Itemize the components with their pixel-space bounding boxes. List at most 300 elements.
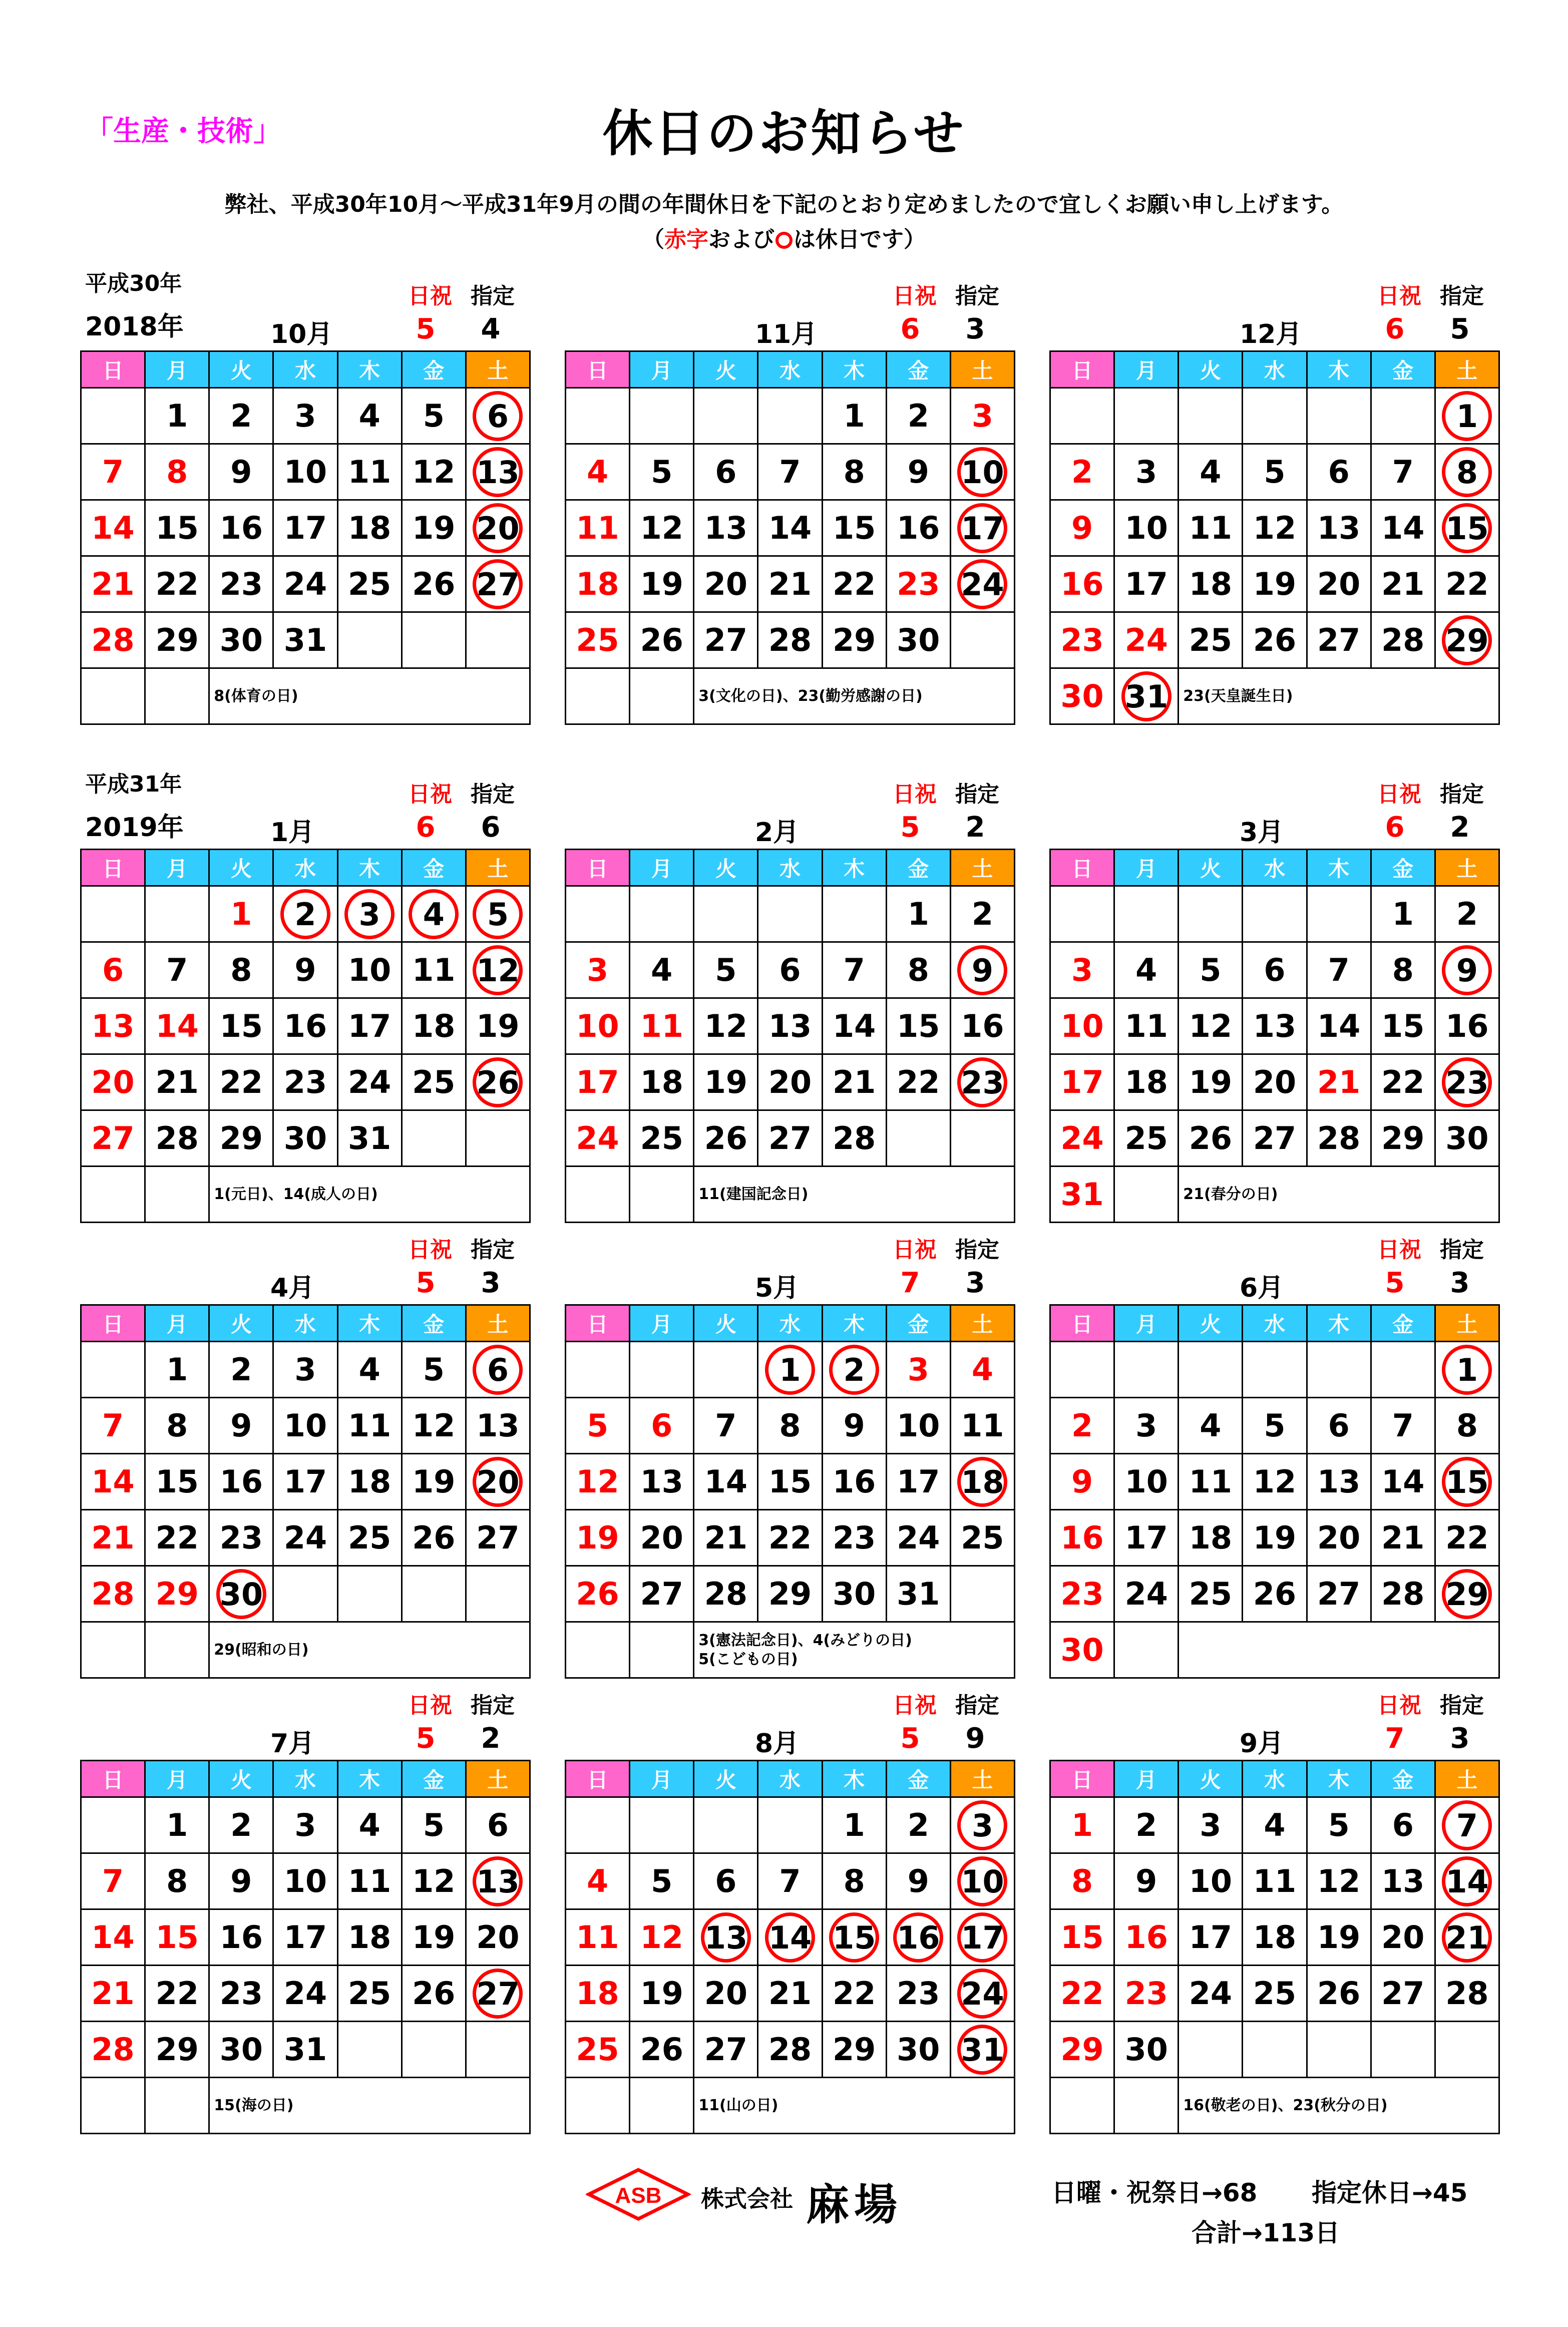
day-cell: 25 [566,612,630,668]
day-cell: 4 [1179,1398,1243,1454]
empty-cell [402,612,466,668]
weekday-header: 日 [81,1761,145,1797]
day-cell: 2 [950,886,1014,942]
day-cell: 12 [630,500,694,556]
day-cell: 30 [886,2022,950,2078]
day-cell: 19 [1307,1909,1371,1966]
day-cell: 22 [1050,1966,1114,2022]
footer-row [81,2078,530,2134]
day-cell: 8 [145,1853,209,1909]
month-header [565,263,1015,350]
footer-row [1050,668,1499,724]
day-cell: 1 [1435,1342,1499,1398]
weekday-header: 金 [402,1305,466,1342]
empty-cell [145,1622,209,1678]
day-cell: 24 [273,1510,337,1566]
weekday-header: 土 [950,850,1014,886]
weekday-header: 火 [694,1761,758,1797]
day-cell: 5 [1307,1797,1371,1853]
holiday-note: 29(昭和の日) [209,1622,530,1678]
col-designated-label: 指定 [471,1237,515,1263]
week-row [81,612,530,668]
day-cell: 11 [337,1398,402,1454]
designated-count: 3 [965,313,985,345]
weekday-header: 木 [822,1761,886,1797]
day-cell: 23 [886,1966,950,2022]
weekday-header: 火 [1179,1761,1243,1797]
day-cell: 8 [1371,942,1435,998]
col-holiday-label: 日祝 [408,283,452,309]
empty-cell [566,2078,630,2134]
day-cell: 9 [822,1398,886,1454]
day-cell: 3 [886,1342,950,1398]
circle-mark-icon [775,232,793,249]
day-cell: 7 [81,1398,145,1454]
day-cell: 13 [1371,1853,1435,1909]
designated-count: 3 [481,1267,501,1299]
day-cell: 6 [81,942,145,998]
empty-cell [630,1797,694,1853]
empty-cell [402,1566,466,1622]
day-cell: 24 [950,556,1014,612]
day-cell: 19 [1179,1054,1243,1110]
month-header [80,1217,531,1304]
week-row [1050,1054,1499,1110]
holiday-count: 5 [416,313,436,345]
day-cell: 13 [758,998,822,1054]
day-cell: 27 [694,2022,758,2078]
day-cell: 21 [81,1510,145,1566]
week-row [566,1797,1015,1853]
week-row [81,444,530,500]
day-cell: 26 [566,1566,630,1622]
day-cell: 2 [886,1797,950,1853]
day-cell: 26 [402,1966,466,2022]
col-designated-label: 指定 [1440,1693,1484,1718]
day-cell: 28 [822,1110,886,1167]
day-cell: 15 [1435,500,1499,556]
day-cell: 29 [822,2022,886,2078]
day-cell: 12 [466,942,530,998]
day-cell: 19 [630,556,694,612]
note-suffix: は休日です） [794,227,926,252]
weekday-header: 水 [758,1761,822,1797]
day-cell: 24 [886,1510,950,1566]
empty-cell [694,1797,758,1853]
month-header [565,1672,1015,1760]
empty-cell [1179,2022,1243,2078]
weekday-header: 木 [822,351,886,388]
day-cell: 18 [402,998,466,1054]
day-cell: 12 [630,1909,694,1966]
weekday-header: 月 [630,351,694,388]
week-row [81,1454,530,1510]
day-cell: 30 [1050,668,1114,724]
weekday-header: 水 [273,1761,337,1797]
day-cell: 17 [337,998,402,1054]
day-cell: 21 [822,1054,886,1110]
day-cell: 30 [273,1110,337,1167]
day-cell: 14 [694,1454,758,1510]
day-cell: 6 [1243,942,1307,998]
weekday-header: 水 [758,351,822,388]
weekday-header: 月 [145,1305,209,1342]
weekday-header: 水 [273,351,337,388]
month-header [80,263,531,350]
empty-cell [273,1566,337,1622]
day-cell: 2 [209,1342,273,1398]
day-cell: 29 [1050,2022,1114,2078]
day-cell: 1 [1435,388,1499,444]
day-cell: 5 [1243,444,1307,500]
day-cell: 12 [402,1853,466,1909]
day-cell: 29 [1435,612,1499,668]
week-row [81,998,530,1054]
day-cell: 5 [1243,1398,1307,1454]
empty-cell [950,1110,1014,1167]
day-cell: 29 [822,612,886,668]
day-cell: 14 [1307,998,1371,1054]
empty-cell [1114,1622,1179,1678]
weekday-header: 水 [758,850,822,886]
holiday-count: 6 [1385,313,1405,345]
day-cell: 15 [822,500,886,556]
holiday-note: 8(体育の日) [209,668,530,724]
day-cell: 26 [402,1510,466,1566]
day-cell: 10 [337,942,402,998]
day-cell: 2 [1050,1398,1114,1454]
day-cell: 18 [566,1966,630,2022]
day-cell: 17 [273,1454,337,1510]
holiday-count: 5 [1385,1267,1405,1299]
holiday-note: 11(山の日) [694,2078,1015,2134]
weekday-header: 水 [1243,1305,1307,1342]
day-cell: 17 [1114,556,1179,612]
day-cell: 4 [630,942,694,998]
week-row [81,388,530,444]
day-cell: 17 [1114,1510,1179,1566]
day-cell: 12 [1179,998,1243,1054]
day-cell: 26 [402,556,466,612]
weekday-header: 金 [1371,1761,1435,1797]
day-cell: 24 [273,556,337,612]
day-cell: 24 [337,1054,402,1110]
day-cell: 26 [1243,1566,1307,1622]
weekday-header: 土 [1435,351,1499,388]
empty-cell [1371,2022,1435,2078]
day-cell: 28 [1371,612,1435,668]
empty-cell [466,1566,530,1622]
day-cell: 5 [1179,942,1243,998]
week-row [566,612,1015,668]
day-cell: 4 [566,444,630,500]
col-holiday-label: 日祝 [1377,782,1421,807]
day-cell: 8 [822,1853,886,1909]
empty-cell [145,668,209,724]
day-cell: 1 [758,1342,822,1398]
weekday-header: 土 [950,1761,1014,1797]
col-holiday-label: 日祝 [1377,1237,1421,1263]
empty-cell [1179,388,1243,444]
day-cell: 14 [758,1909,822,1966]
week-row [1050,886,1499,942]
day-cell: 22 [1371,1054,1435,1110]
day-cell: 16 [886,500,950,556]
empty-cell [337,612,402,668]
day-cell: 9 [209,444,273,500]
day-cell: 10 [950,1853,1014,1909]
day-cell: 25 [950,1510,1014,1566]
day-cell: 29 [145,612,209,668]
day-cell: 9 [1114,1853,1179,1909]
empty-cell [81,1797,145,1853]
month-name: 11月 [755,319,818,349]
weekday-header: 火 [1179,351,1243,388]
day-cell: 9 [209,1398,273,1454]
designated-count: 3 [1450,1267,1470,1299]
day-cell: 23 [1050,612,1114,668]
holiday-count: 6 [900,313,920,345]
day-cell: 14 [81,1454,145,1510]
day-cell: 14 [145,998,209,1054]
week-row [1050,1110,1499,1167]
day-cell: 7 [1435,1797,1499,1853]
day-cell: 8 [145,1398,209,1454]
day-cell: 16 [822,1454,886,1510]
empty-cell [950,612,1014,668]
day-cell: 17 [273,500,337,556]
weekday-header: 木 [337,351,402,388]
day-cell: 1 [1371,886,1435,942]
empty-cell [1371,388,1435,444]
month-header [1049,761,1500,849]
day-cell: 18 [337,500,402,556]
day-cell: 20 [1243,1054,1307,1110]
day-cell: 1 [822,388,886,444]
weekday-header: 木 [337,1305,402,1342]
month-name: 4月 [270,1273,315,1303]
day-cell: 19 [630,1966,694,2022]
col-designated-label: 指定 [471,283,515,309]
day-cell: 22 [145,1510,209,1566]
day-cell: 6 [466,388,530,444]
day-cell: 2 [209,1797,273,1853]
month-grid [1049,1304,1500,1679]
day-cell: 11 [566,1909,630,1966]
company-logo [586,2167,946,2230]
day-cell: 15 [145,1909,209,1966]
weekday-header: 日 [1050,850,1114,886]
holiday-note: 3(文化の日)、23(勤労感謝の日) [694,668,1015,724]
day-cell: 29 [1435,1566,1499,1622]
day-cell: 26 [694,1110,758,1167]
month-grid [80,1304,531,1679]
day-cell: 22 [822,1966,886,2022]
day-cell: 27 [466,556,530,612]
day-cell: 18 [566,556,630,612]
weekday-header: 水 [273,850,337,886]
day-cell: 21 [1371,556,1435,612]
day-cell: 3 [566,942,630,998]
day-cell: 22 [822,556,886,612]
day-cell: 27 [758,1110,822,1167]
col-designated-label: 指定 [955,782,999,807]
week-row [1050,1909,1499,1966]
day-cell: 21 [145,1054,209,1110]
weekday-header: 火 [694,850,758,886]
day-cell: 11 [1179,500,1243,556]
holiday-note: 23(天皇誕生日) [1179,668,1499,724]
day-cell: 1 [886,886,950,942]
day-cell: 28 [758,2022,822,2078]
col-designated-label: 指定 [955,283,999,309]
day-cell: 2 [209,388,273,444]
holiday-note: 3(憲法記念日)、4(みどりの日) 5(こどもの日) [694,1622,1015,1678]
day-cell: 22 [1435,556,1499,612]
day-cell: 5 [694,942,758,998]
day-cell: 23 [209,1966,273,2022]
day-cell: 23 [209,556,273,612]
empty-cell [1050,886,1114,942]
day-cell: 3 [337,886,402,942]
week-row [1050,388,1499,444]
day-cell: 12 [566,1454,630,1510]
day-cell: 16 [209,500,273,556]
day-cell: 10 [886,1398,950,1454]
day-cell: 10 [273,444,337,500]
day-cell: 19 [694,1054,758,1110]
weekday-header: 金 [402,1761,466,1797]
month-grid [1049,350,1500,725]
day-cell: 19 [1243,556,1307,612]
weekday-header: 金 [886,850,950,886]
holiday-count: 5 [416,1267,436,1299]
week-row [81,556,530,612]
day-cell: 16 [1114,1909,1179,1966]
day-cell: 13 [466,1853,530,1909]
day-cell: 25 [1243,1966,1307,2022]
month-grid [1049,1760,1500,2134]
empty-cell [822,886,886,942]
weekday-header: 土 [466,850,530,886]
day-cell: 20 [1307,1510,1371,1566]
day-cell: 26 [1179,1110,1243,1167]
day-cell: 18 [1179,1510,1243,1566]
day-cell: 18 [337,1454,402,1510]
day-cell: 7 [758,1853,822,1909]
empty-cell [630,668,694,724]
day-cell: 28 [1307,1110,1371,1167]
day-cell: 31 [886,1566,950,1622]
day-cell: 12 [1243,500,1307,556]
weekday-header: 火 [1179,1305,1243,1342]
week-row [1050,500,1499,556]
empty-cell [1307,388,1371,444]
empty-cell [1050,388,1114,444]
empty-cell [145,1167,209,1223]
day-cell: 14 [81,1909,145,1966]
day-cell: 16 [1050,1510,1114,1566]
day-cell: 11 [950,1398,1014,1454]
day-cell: 28 [145,1110,209,1167]
day-cell: 17 [273,1909,337,1966]
day-cell: 25 [566,2022,630,2078]
footer-row [566,668,1015,724]
day-cell: 3 [1179,1797,1243,1853]
day-cell: 9 [886,444,950,500]
day-cell: 27 [694,612,758,668]
week-row [81,1054,530,1110]
col-designated-label: 指定 [471,1693,515,1718]
day-cell: 13 [466,1398,530,1454]
day-cell: 11 [337,1853,402,1909]
day-cell: 26 [630,2022,694,2078]
weekday-header: 金 [402,351,466,388]
day-cell: 26 [630,612,694,668]
month-grid [1049,849,1500,1223]
day-cell: 14 [1371,500,1435,556]
day-cell: 4 [337,388,402,444]
day-cell: 15 [1371,998,1435,1054]
day-cell: 21 [81,1966,145,2022]
holiday-count: 7 [900,1267,920,1299]
day-cell: 19 [402,500,466,556]
day-cell: 7 [145,942,209,998]
designated-count: 2 [481,1722,501,1755]
holiday-count: 6 [1385,811,1405,844]
day-cell: 23 [209,1510,273,1566]
weekday-header: 金 [402,850,466,886]
month-name: 6月 [1240,1273,1284,1303]
day-cell: 25 [337,1510,402,1566]
day-cell: 1 [145,388,209,444]
day-cell: 29 [758,1566,822,1622]
day-cell: 5 [402,1797,466,1853]
col-holiday-label: 日祝 [893,283,937,309]
day-cell: 16 [1435,998,1499,1054]
designated-count: 2 [1450,811,1470,844]
day-cell: 18 [337,1909,402,1966]
weekday-header: 月 [145,1761,209,1797]
empty-cell [466,2022,530,2078]
day-cell: 4 [337,1797,402,1853]
week-row [81,1966,530,2022]
weekday-header: 月 [145,351,209,388]
day-cell: 21 [758,1966,822,2022]
week-row [81,1110,530,1167]
col-designated-label: 指定 [471,782,515,807]
day-cell: 28 [758,612,822,668]
day-cell: 21 [1435,1909,1499,1966]
col-holiday-label: 日祝 [893,782,937,807]
designated-count: 5 [1450,313,1470,345]
day-cell: 21 [1307,1054,1371,1110]
day-cell: 10 [1114,500,1179,556]
day-cell: 29 [145,2022,209,2078]
day-cell: 21 [1371,1510,1435,1566]
day-cell: 25 [402,1054,466,1110]
day-cell: 23 [1050,1566,1114,1622]
month-name: 8月 [755,1729,800,1759]
day-cell: 17 [950,500,1014,556]
col-holiday-label: 日祝 [1377,1693,1421,1718]
day-cell: 3 [273,1797,337,1853]
day-cell: 18 [950,1454,1014,1510]
day-cell: 23 [273,1054,337,1110]
week-row [566,1054,1015,1110]
empty-cell [1114,388,1179,444]
weekday-header: 水 [1243,1761,1307,1797]
